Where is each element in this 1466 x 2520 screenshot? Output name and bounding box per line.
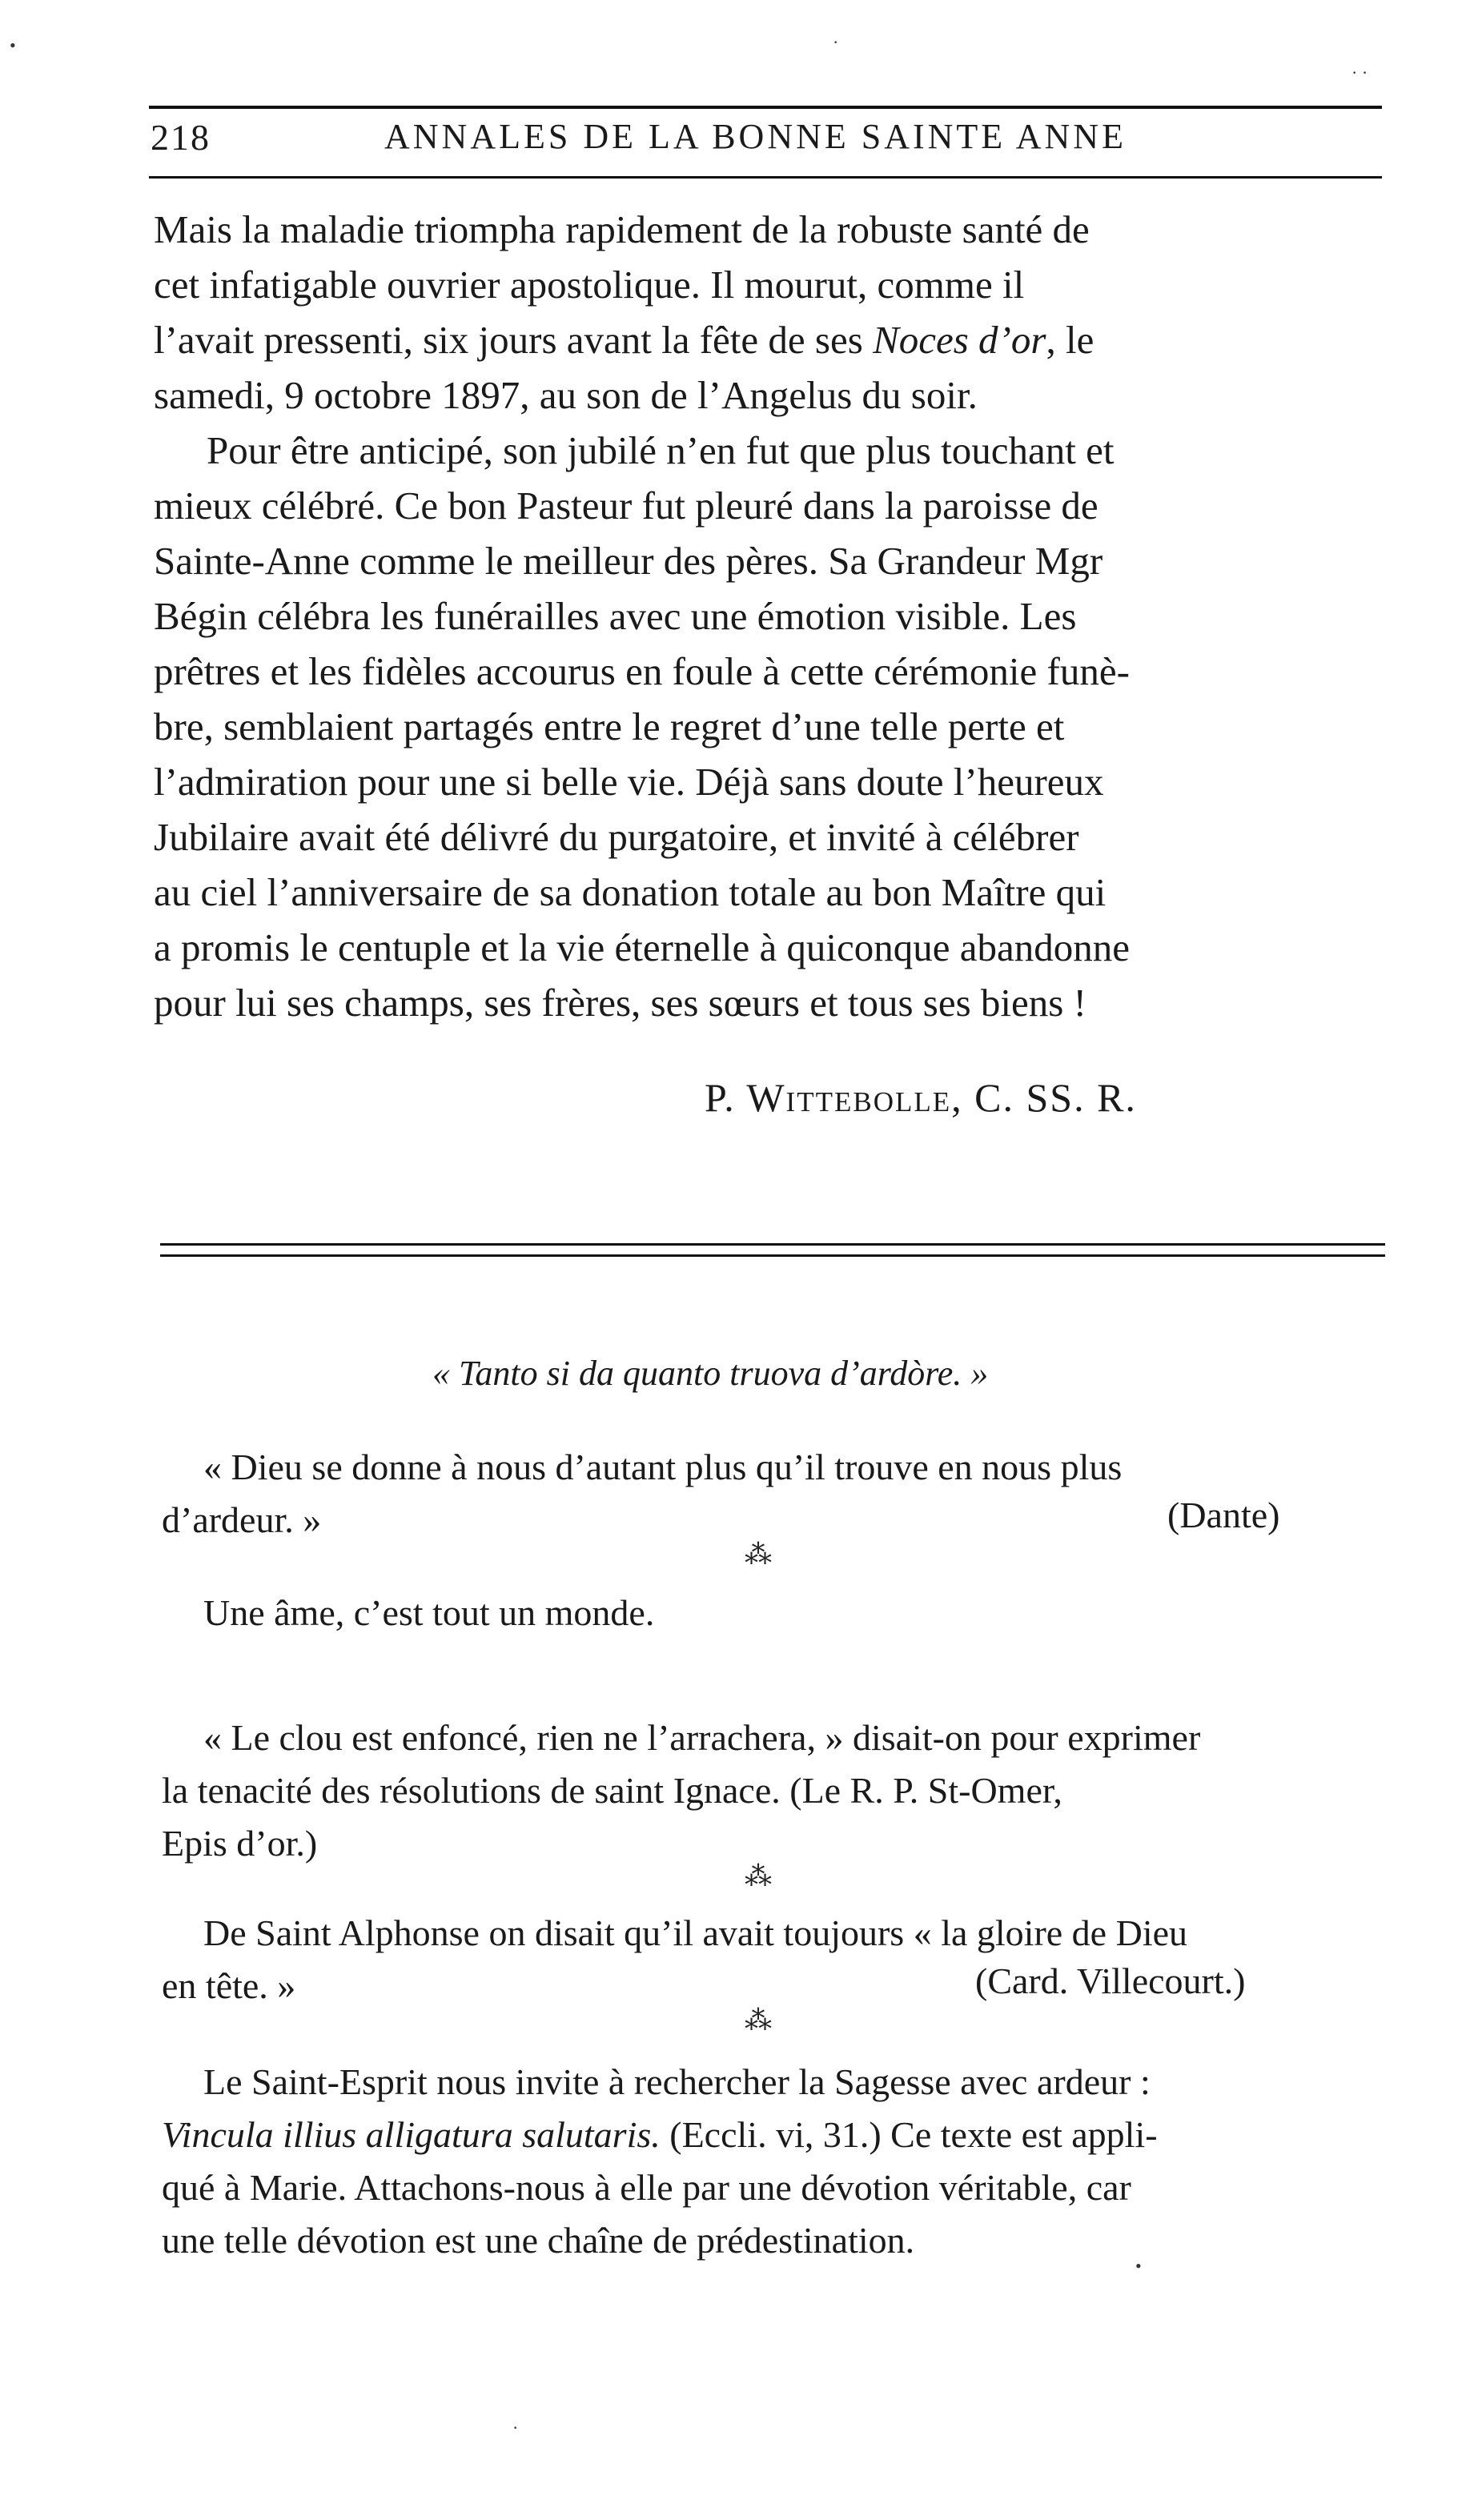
alphonse-attribution: (Card. Villecourt.) [975, 1960, 1246, 2001]
saint-esprit-start: Le Saint-Esprit nous invite à rechercher la Sagesse avec ardeur : [203, 2061, 1151, 2102]
section-separator-top [160, 1243, 1385, 1246]
maxim-clou [162, 1711, 1385, 1870]
ornament-1: ⁂ [745, 1540, 769, 1570]
article-body [154, 202, 1385, 1030]
author-signature: P. Wittebolle, C. SS. R. [705, 1075, 1137, 1120]
paragraph-2: Pour être anticipé, son jubilé n’en fut que plus touchant et mieux célébré. Ce bon Pasteur fut pleuré dans la paroisse de Sainte-Anne comme le meilleur des pères. Sa Grandeur Mgr Bégin célébra les funérailles avec une émotion visible. Les prêtres et les fidèles accourus en foule à cette cérémonie funè- bre, semblaient partagés entre le regret d’une telle perte et l’admiration pour une si belle vie. Déjà sans doute l’heureux Jubilaire avait été délivré du purgatoire, et invité à célébrer au ciel l’anniversaire de sa donation totale au bon Maître qui a promis le centuple et la vie éternelle à quiconque abandonne pour lui ses champs, ses frères, ses sœurs et tous ses biens ! [154, 428, 1131, 1025]
header-bottom-rule [149, 176, 1382, 179]
ame-text: Une âme, c’est tout un monde. [203, 1592, 655, 1633]
scan-speck: · · [1352, 62, 1368, 82]
section-separator-bottom [160, 1254, 1385, 1257]
scan-speck: • [10, 35, 16, 55]
dante-attribution: (Dante) [1167, 1495, 1280, 1535]
ornament-2: ⁂ [745, 1862, 769, 1892]
header-top-rule [149, 106, 1382, 109]
saint-esprit-text [162, 2056, 1385, 2267]
clou-text: « Le clou est enfoncé, rien ne l’arrachera, » disait-on pour exprimer la tenacité des résolutions de saint Ignace. (Le R. P. St-Omer, Epis d’or.) [162, 1717, 1201, 1864]
paragraph-1-start: Mais la maladie triompha rapidement de la robuste santé de cet infatigable ouvrier apostolique. Il mourut, comme il l’avait pressenti, six jours avant la fête de ses [154, 207, 1090, 362]
maxim-ame [162, 1587, 1385, 1639]
noces-dor-italic: Noces d’or [873, 318, 1046, 362]
scan-speck: · [833, 32, 839, 52]
scan-speck: · [512, 2418, 519, 2438]
dante-translation: « Dieu se donne à nous d’autant plus qu’il trouve en nous plus d’ardeur. » [162, 1447, 1123, 1540]
paragraph-1 [154, 202, 1385, 423]
running-title: ANNALES DE LA BONNE SAINTE ANNE [384, 117, 1127, 156]
page-number: 218 [151, 117, 211, 158]
maxim-saint-esprit [162, 2056, 1385, 2267]
saint-esprit-end: (Eccli. vi, 31.) Ce texte est appli- qué à Marie. Attachons-nous à elle par une dévotion véritable, car une telle dévotion est une chaîne de prédestination. [162, 2114, 1158, 2261]
vincula-italic: Vincula illius alligatura salutaris. [162, 2114, 661, 2155]
scan-speck: • [1135, 2256, 1142, 2276]
dante-italian-quote: « Tanto si da quanto truova d’ardòre. » [432, 1354, 989, 1393]
alphonse-text: De Saint Alphonse on disait qu’il avait toujours « la gloire de Dieu en tête. » [162, 1912, 1188, 2006]
paragraph-1-end: , le samedi, 9 octobre 1897, au son de l’Angelus du soir. [154, 318, 1094, 417]
ornament-3: ⁂ [745, 2006, 769, 2036]
